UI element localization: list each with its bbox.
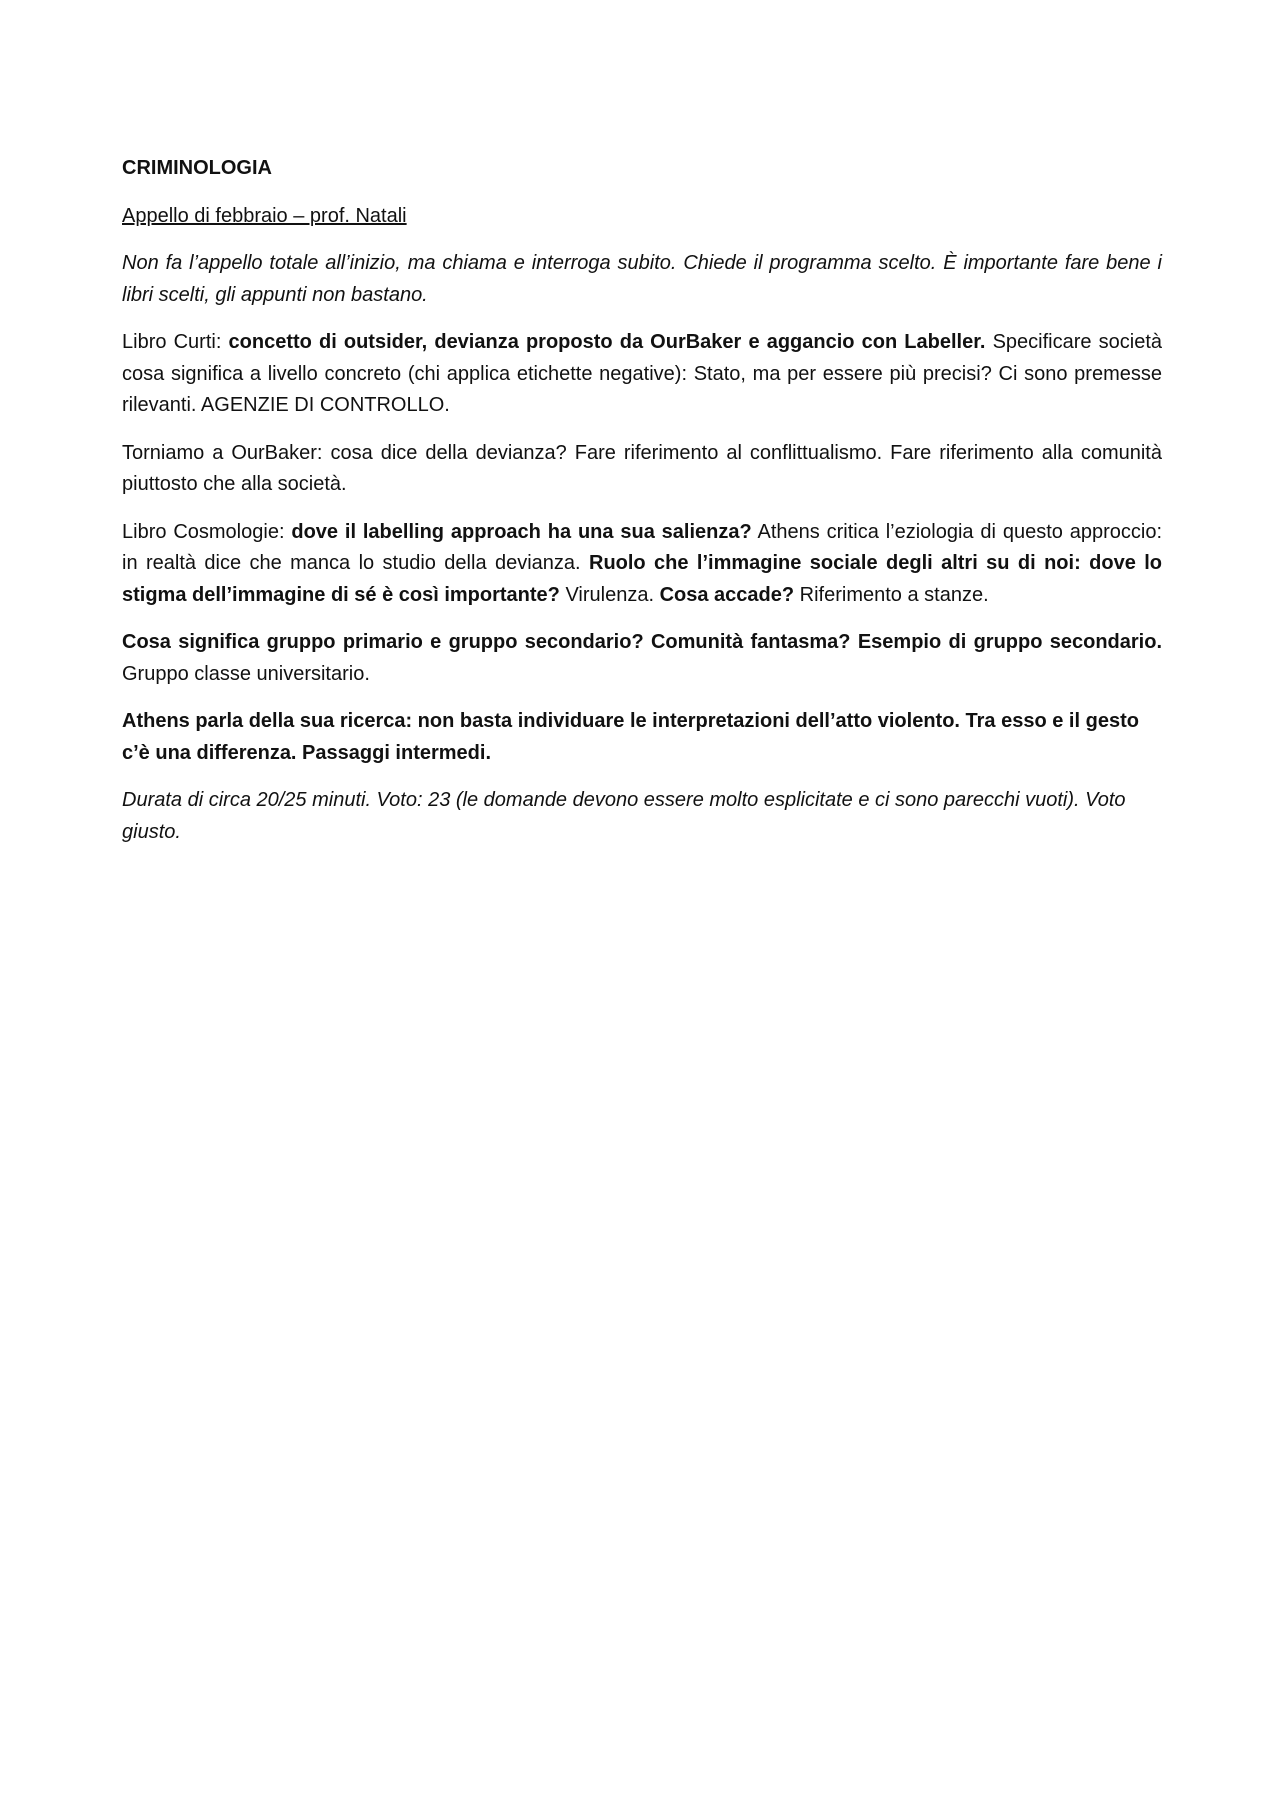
document-title: CRIMINOLOGIA — [122, 157, 272, 179]
intro-paragraph: Non fa l’appello totale all’inizio, ma chiama e interroga subito. Chiede il programma scelto. È importante fare bene i libri scelti, gli appunti non bastano. — [122, 252, 1162, 306]
document-page — [122, 152, 1162, 864]
bold-run: Ruolo che l’immagine sociale degli altri su di noi: dove lo stigma dell’immagine di sé è così importante? — [122, 552, 1162, 606]
text-run: Libro Cosmologie: — [122, 520, 292, 543]
paragraph-libro-curti — [122, 327, 1162, 422]
text-run: Virulenza. — [559, 583, 660, 606]
text-run: Libro Curti: — [122, 331, 229, 353]
text-run: Gruppo classe universitario. — [122, 662, 370, 685]
paragraph-libro-cosmologie — [122, 517, 1162, 612]
paragraph-ourbaker: Torniamo a OurBaker: cosa dice della devianza? Fare riferimento al conflittualismo. Fare riferimento alla comunità piuttosto che alla società. — [122, 441, 1162, 495]
text-run: Riferimento a stanze. — [794, 583, 989, 606]
bold-run: dove il labelling approach ha una sua salienza? — [291, 520, 752, 543]
bold-run: Cosa significa gruppo primario e gruppo secondario? Comunità fantasma? Esempio di gruppo secondario. — [122, 631, 1162, 653]
document-subtitle: Appello di febbraio – prof. Natali — [122, 205, 407, 227]
text-run: Specificare società cosa significa a livello concreto (chi applica etichette negative): Stato, ma per essere più precisi? Ci sono premesse rilevanti. AGENZIE DI CONTROLLO. — [122, 331, 1163, 416]
bold-run: concetto di outsider, devianza proposto da OurBaker e aggancio con Labeller. — [228, 331, 986, 353]
text-run: Athens critica l’eziologia di questo approccio: in realtà dice che manca lo studio della devianza. — [122, 520, 1163, 574]
paragraph-athens-ricerca: Athens parla della sua ricerca: non basta individuare le interpretazioni dell’atto violento. Tra esso e il gesto c’è una differenza. Passaggi intermedi. — [122, 710, 1139, 764]
bold-run: Cosa accade? — [659, 583, 795, 606]
paragraph-gruppo — [122, 627, 1162, 690]
closing-paragraph: Durata di circa 20/25 minuti. Voto: 23 (le domande devono essere molto esplicitate e ci sono parecchi vuoti). Voto giusto. — [122, 789, 1126, 843]
